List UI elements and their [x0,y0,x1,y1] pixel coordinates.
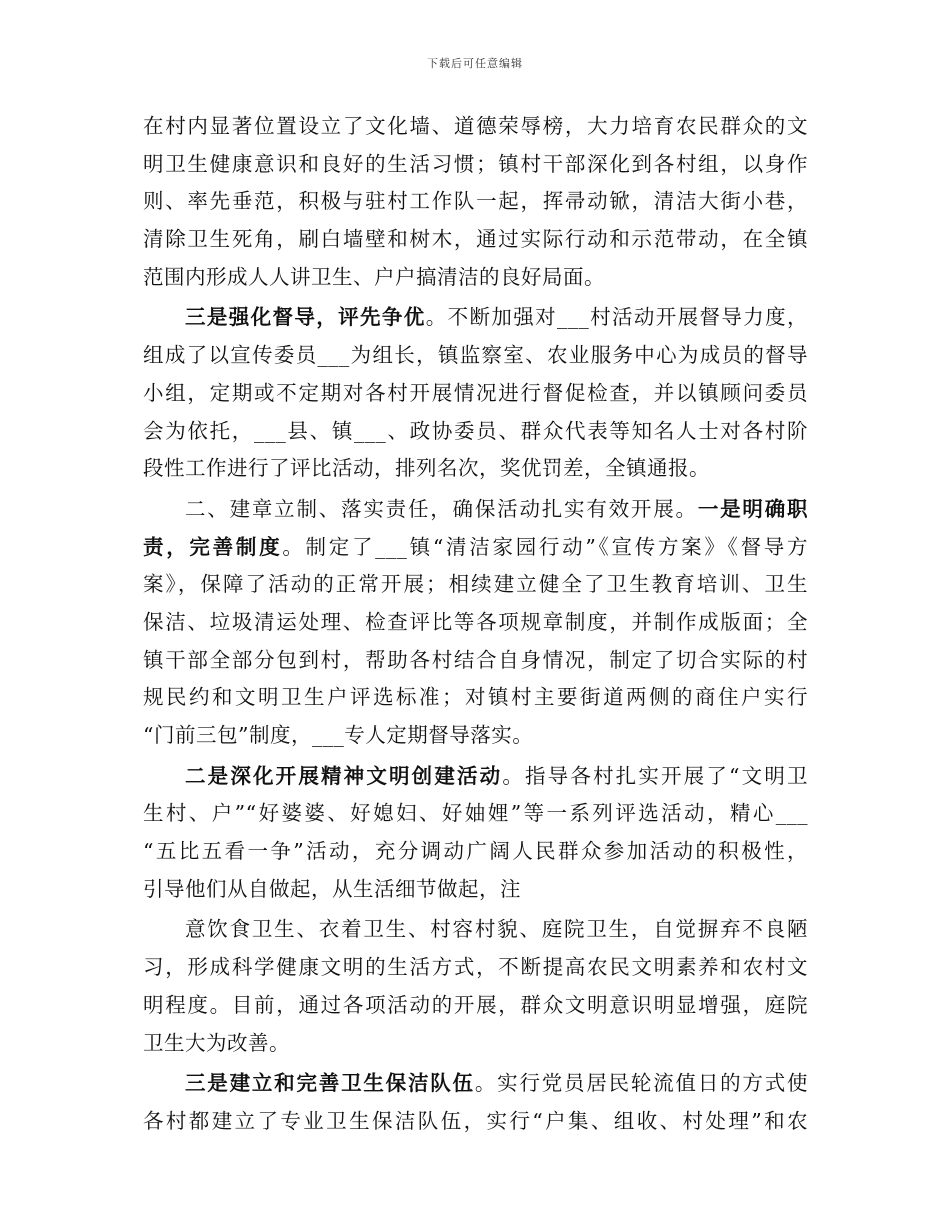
body-text: 。不断加强对___村活动开展督导力度， [425,305,809,330]
text-line [143,413,808,451]
body-text: “门前三包”制度，___专人定期督导落实。 [143,723,534,747]
text-line [143,259,808,297]
body-text: 。制定了___镇“清洁家园行动”《宣传方案》《督导方 [282,534,809,559]
text-line [143,758,808,796]
text-line [143,871,808,909]
body-text: 生村、户”“好婆婆、好媳妇、好妯娌”等一系列评选活动，精心___ [143,801,808,826]
body-text: 二、建章立制、落实责任，确保活动扎实有效开展。 [185,496,698,521]
body-text: 卫生大为改善。 [143,1030,290,1055]
text-line [143,833,808,871]
text-line [143,679,808,717]
text-line [143,108,808,146]
body-text: 各村都建立了专业卫生保洁队伍，实行“户集、组收、村处理”和农 [143,1108,808,1133]
text-line [143,1025,808,1063]
body-text: 范围内形成人人讲卫生、户户搞清洁的良好局面。 [143,264,605,289]
text-line [143,642,808,680]
text-line [143,717,808,755]
body-text: 在村内显著位置设立了文化墙、道德荣辱榜，大力培育农民群众的文 [143,114,808,138]
document-body [143,108,808,1141]
bold-heading-text: 三是建立和完善卫生保洁队伍 [185,1071,475,1096]
text-line [143,1065,808,1103]
body-text: 引导他们从自做起，从生活细节做起，注 [143,876,521,901]
text-line [143,491,808,529]
text-line [143,299,808,337]
body-text: 镇干部全部分包到村，帮助各村结合自身情况，制定了切合实际的村 [143,647,808,672]
text-line [143,911,808,949]
body-text: 明程度。目前，通过各项活动的开展，群众文明意识明显增强，庭院 [143,992,808,1017]
body-text: 段性工作进行了评比活动，排列名次，奖优罚差，全镇通报。 [143,456,710,481]
text-line [143,987,808,1025]
body-text: 组成了以宣传委员___为组长，镇监察室、农业服务中心为成员的督导 [143,343,808,368]
body-text: 。实行党员居民轮流值日的方式使 [474,1071,809,1096]
bold-heading-text: 责，完善制度 [143,534,283,559]
text-line [143,529,808,567]
body-text: 则、率先垂范，积极与驻村工作队一起，挥帚动锨，清洁大街小巷， [143,189,808,214]
bold-heading-text: 二是深化开展精神文明创建活动 [185,763,503,788]
text-line [143,1103,808,1141]
body-text: 案》，保障了活动的正常开展；相续建立健全了卫生教育培训、卫生 [143,572,808,597]
page-header: 下载后可任意编辑 [427,57,523,70]
text-line [143,183,808,221]
bold-heading-text: 一是明确职 [697,496,809,521]
body-text: 清除卫生死角，刷白墙壁和树木，通过实际行动和示范带动，在全镇 [143,227,808,252]
bold-heading-text: 三是强化督导，评先争优 [185,305,426,330]
text-line [143,566,808,604]
text-line [143,604,808,642]
text-line [143,146,808,184]
text-line [143,795,808,833]
text-line [143,450,808,488]
body-text: 规民约和文明卫生户评选标准；对镇村主要街道两侧的商住户实行 [143,685,808,710]
body-text: 。指导各村扎实开展了“文明卫 [502,763,808,788]
body-text: 小组，定期或不定期对各村开展情况进行督促检查，并以镇顾问委员 [143,380,808,405]
body-text: 保洁、垃圾清运处理、检查评比等各项规章制度，并制作成版面；全 [143,609,808,634]
text-line [143,375,808,413]
body-text: 意饮食卫生、衣着卫生、村容村貌、庭院卫生，自觉摒弃不良陋 [185,917,808,942]
body-text: 会为依托，___县、镇___、政协委员、群众代表等知名人士对各村阶 [143,418,808,443]
body-text: 明卫生健康意识和良好的生活习惯；镇村干部深化到各村组，以身作 [143,151,808,176]
text-line [143,949,808,987]
text-line [143,221,808,259]
body-text: “五比五看一争”活动，充分调动广阔人民群众参加活动的积极性， [143,839,808,864]
body-text: 习，形成科学健康文明的生活方式，不断提高农民文明素养和农村文 [143,955,808,980]
text-line [143,337,808,375]
